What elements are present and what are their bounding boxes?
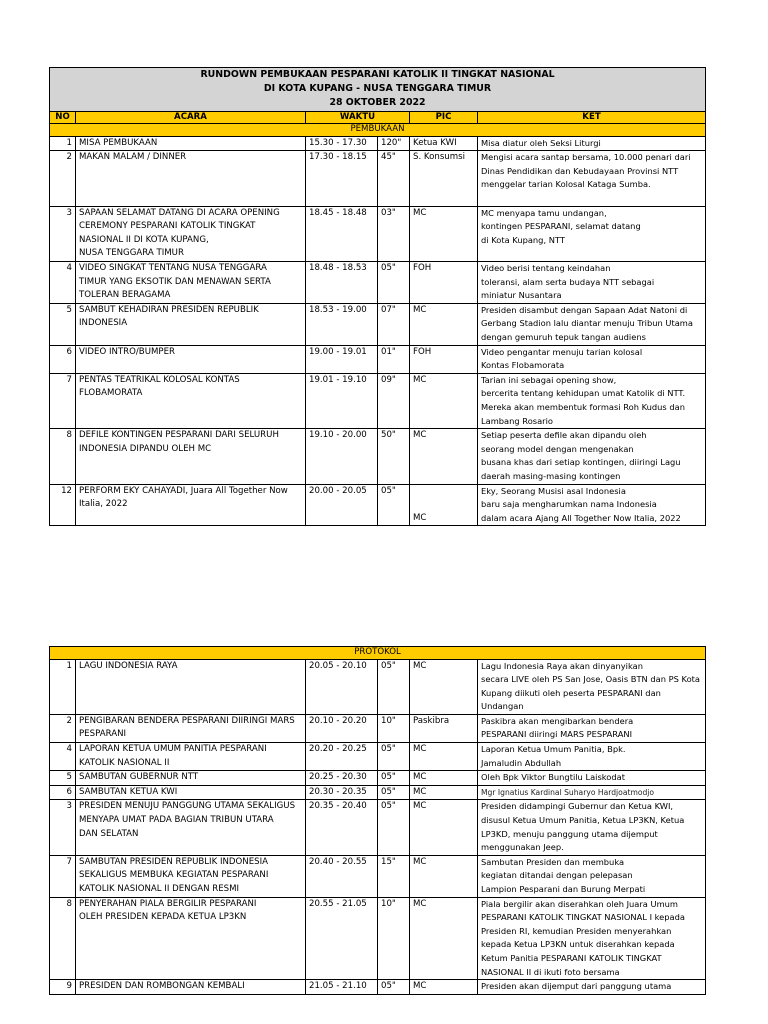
ket-line: Kupang diikuti oleh peserta PESPARANI dan [481,687,661,698]
ket-line: busana khas dari setiap kontingen, diiringi Lagu [481,457,681,468]
row-number: 2 [50,151,76,206]
acara-cell [76,785,306,800]
header-ket: KET [478,111,706,124]
waktu-cell: 19.00 - 19.01 [306,345,378,373]
ket-line: disusul Ketua Umum Panitia, Ketua LP3KN, Ketua [481,815,685,826]
row-number: 1 [50,659,76,714]
waktu-cell: 20.05 - 20.10 [306,659,378,714]
table-row [50,771,706,786]
acara-cell [76,897,306,980]
ket-line: Lambang Rosario [481,415,553,426]
pic-cell: FOH [410,345,478,373]
ket-line: Gerbang Stadion lalu diantar menuju Tribun Utama [481,318,693,329]
pic-cell: MC [410,743,478,771]
row-number: 8 [50,897,76,980]
pic-cell: MC [410,484,478,526]
pic-cell: Ketua KWI [410,136,478,151]
pic-cell: MC [410,800,478,855]
acara-cell [76,261,306,303]
acara-cell [76,303,306,345]
ket-line: PESPARANI KATOLIK TINGKAT NASIONAL I kepada [481,912,685,923]
ket-line: Oleh Bpk Viktor Bungtilu Laiskodat [481,772,625,783]
ket-cell [478,714,706,742]
ket-line: Presiden RI, kemudian Presiden menyerahkan [481,925,672,936]
ket-line: Video berisi tentang keindahan [481,262,611,273]
waktu-cell: 20.20 - 20.25 [306,743,378,771]
acara-cell [76,980,306,995]
acara-line: KATOLIK NASIONAL II DENGAN RESMI [79,884,240,895]
acara-cell [76,373,306,428]
ket-line: Mengisi acara santap bersama, 10.000 penari dari [481,152,691,163]
row-number: 7 [50,373,76,428]
ket-cell [478,771,706,786]
acara-line: PENTAS TEATRIKAL KOLOSAL KONTAS [79,374,240,385]
waktu-cell: 20.10 - 20.20 [306,714,378,742]
waktu-cell: 21.05 - 21.10 [306,980,378,995]
rundown-table-protokol [49,646,706,995]
acara-line: SEKALIGUS MEMBUKA KEGIATAN PESPARANI [79,870,269,881]
ket-line: NASIONAL II di ikuti foto bersama [481,966,620,977]
duration-cell: 05" [378,659,410,714]
row-number: 8 [50,429,76,484]
ket-cell [478,855,706,897]
table-row [50,743,706,771]
waktu-cell: 20.55 - 21.05 [306,897,378,980]
ket-line: dengan gemuruh tepuk tangan audiens [481,331,646,342]
ket-cell [478,261,706,303]
table-row [50,714,706,742]
row-number: 9 [50,980,76,995]
acara-line: PERFORM EKY CAHAYADI, Juara All Together Now [79,485,288,496]
table-row [50,373,706,428]
acara-cell [76,800,306,855]
row-number: 3 [50,206,76,261]
acara-cell [76,429,306,484]
table-row [50,800,706,855]
pic-cell: MC [410,303,478,345]
title-line-3: 28 OKTOBER 2022 [329,97,426,109]
section-title: PEMBUKAAN [50,124,706,137]
acara-line: CEREMONY PESPARANI KATOLIK TINGKAT [79,221,256,232]
ket-cell [478,785,706,800]
acara-line: SAMBUTAN GUBERNUR NTT [79,772,199,783]
table-row [50,897,706,980]
waktu-cell: 20.30 - 20.35 [306,785,378,800]
duration-cell: 120" [378,136,410,151]
table-row [50,303,706,345]
pic-cell: Paskibra [410,714,478,742]
acara-cell [76,743,306,771]
waktu-cell: 19.10 - 20.00 [306,429,378,484]
acara-line: INDONESIA DIPANDU OLEH MC [79,443,212,454]
ket-line: bercerita tentang kehidupan umat Katolik di NTT. [481,388,686,399]
waktu-cell: 17.30 - 18.15 [306,151,378,206]
acara-line: Italia, 2022 [79,499,128,510]
pic-cell: MC [410,373,478,428]
pic-cell: MC [410,980,478,995]
rundown-table-pembukaan [49,67,706,526]
column-header-row [50,111,706,124]
acara-cell [76,714,306,742]
ket-line: di Kota Kupang, NTT [481,234,565,245]
ket-cell [478,743,706,771]
acara-line: VIDEO SINGKAT TENTANG NUSA TENGGARA [79,262,267,273]
acara-line: DEFILE KONTINGEN PESPARANI DARI SELURUH [79,430,279,441]
duration-cell: 45" [378,151,410,206]
waktu-cell: 18.45 - 18.48 [306,206,378,261]
ket-line: Presiden akan dijemput dari panggung utama [481,981,672,992]
ket-line: Jamaludin Abdullah [481,757,562,768]
duration-cell: 10" [378,897,410,980]
title-row [50,68,706,112]
duration-cell: 05" [378,785,410,800]
waktu-cell: 20.35 - 20.40 [306,800,378,855]
row-number: 7 [50,855,76,897]
acara-cell [76,206,306,261]
acara-line: MISA PEMBUKAAN [79,137,158,148]
acara-cell [76,771,306,786]
ket-cell [478,151,706,206]
acara-cell [76,484,306,526]
acara-line: LAPORAN KETUA UMUM PANITIA PESPARANI [79,744,267,755]
ket-line: Presiden disambut dengan Sapaan Adat Natoni di [481,304,688,315]
acara-line: TOLERAN BERAGAMA [79,290,171,301]
ket-line: Lagu Indonesia Raya akan dinyanyikan [481,660,643,671]
acara-line: INDONESIA [79,318,128,329]
waktu-cell: 18.53 - 19.00 [306,303,378,345]
acara-cell [76,855,306,897]
section-title: PROTOKOL [50,647,706,660]
title-line-2: DI KOTA KUPANG - NUSA TENGGARA TIMUR [263,83,492,95]
row-number: 6 [50,345,76,373]
ket-line: Paskibra akan mengibarkan bendera [481,715,634,726]
ket-cell [478,303,706,345]
duration-cell: 05" [378,980,410,995]
waktu-cell: 20.00 - 20.05 [306,484,378,526]
table-row [50,345,706,373]
pic-cell: FOH [410,261,478,303]
row-number: 6 [50,785,76,800]
row-number: 12 [50,484,76,526]
acara-line: LAGU INDONESIA RAYA [79,660,178,671]
pic-cell: S. Konsumsi [410,151,478,206]
duration-cell: 03" [378,206,410,261]
section-header-pembukaan [50,124,706,137]
duration-cell: 07" [378,303,410,345]
acara-line: PESPARANI [79,729,127,740]
waktu-cell: 18.48 - 18.53 [306,261,378,303]
ket-cell [478,980,706,995]
table-row [50,151,706,206]
ket-line: menggelar tarian Kolosal Kataga Sumba. [481,179,651,190]
row-number: 5 [50,771,76,786]
document-title [50,68,706,112]
duration-cell: 01" [378,345,410,373]
acara-line: SAMBUTAN KETUA KWI [79,786,178,797]
acara-line: SAMBUT KEHADIRAN PRESIDEN REPUBLIK [79,304,259,315]
acara-line: SAPAAN SELAMAT DATANG DI ACARA OPENING [79,207,280,218]
table-row [50,785,706,800]
header-pic: PIC [410,111,478,124]
ket-line: Tarian ini sebagai opening show, [481,374,617,385]
table-row [50,980,706,995]
ket-line: Laporan Ketua Umum Panitia, Bpk. [481,744,626,755]
row-number: 5 [50,303,76,345]
acara-cell [76,345,306,373]
ket-line: baru saja mengharumkan nama Indonesia [481,499,657,510]
ket-cell [478,897,706,980]
ket-line: daerah masing-masing kontingen [481,470,621,481]
pic-cell: MC [410,855,478,897]
row-number: 4 [50,261,76,303]
acara-line: OLEH PRESIDEN KEPADA KETUA LP3KN [79,912,247,923]
ket-line: MC menyapa tamu undangan, [481,207,607,218]
acara-cell [76,136,306,151]
ket-cell [478,484,706,526]
ket-line: LP3KD, menuju panggung utama dijemput [481,828,658,839]
acara-line: MENYAPA UMAT PADA BAGIAN TRIBUN UTARA [79,815,274,826]
row-number: 1 [50,136,76,151]
ket-line: Eky, Seorang Musisi asal Indonesia [481,485,626,496]
acara-cell [76,659,306,714]
acara-line: SAMBUTAN PRESIDEN REPUBLIK INDONESIA [79,856,269,867]
acara-line: PENYERAHAN PIALA BERGILIR PESPARANI [79,898,257,909]
ket-line: Ketum Panitia PESPARANI KATOLIK TINGKAT [481,953,662,964]
pic-cell: MC [410,206,478,261]
waktu-cell: 19.01 - 19.10 [306,373,378,428]
acara-line: PENGIBARAN BENDERA PESPARANI DIIRINGI MARS [79,715,295,726]
ket-cell [478,345,706,373]
ket-line: miniatur Nusantara [481,290,562,301]
table-row [50,261,706,303]
ket-line: dalam acara Ajang All Together Now Italia, 2022 [481,512,681,523]
duration-cell: 05" [378,261,410,303]
table-row [50,855,706,897]
ket-line: kontingen PESPARANI, selamat datang [481,221,641,232]
duration-cell: 15" [378,855,410,897]
ket-line: Kontas Flobamorata [481,360,565,371]
table-row [50,136,706,151]
ket-cell [478,429,706,484]
ket-line: Sambutan Presiden dan membuka [481,856,625,867]
table-row [50,206,706,261]
acara-line: NASIONAL II DI KOTA KUPANG, [79,234,209,245]
waktu-cell: 15.30 - 17.30 [306,136,378,151]
header-acara: ACARA [76,111,306,124]
ket-line: seorang model dengan mengenakan [481,443,634,454]
title-line-1: RUNDOWN PEMBUKAAN PESPARANI KATOLIK II TINGKAT NASIONAL [200,69,555,80]
acara-line: NUSA TENGGARA TIMUR [79,248,184,259]
pic-cell: MC [410,897,478,980]
header-no: NO [50,111,76,124]
waktu-cell: 20.25 - 20.30 [306,771,378,786]
duration-cell: 05" [378,800,410,855]
ket-line: toleransi, alam serta budaya NTT sebagai [481,276,655,287]
ket-cell [478,373,706,428]
duration-cell: 05" [378,484,410,526]
duration-cell: 10" [378,714,410,742]
acara-line: DAN SELATAN [79,828,139,839]
ket-line: Mgr Ignatius Kardinal Suharyo Hardjoatmodjo [481,787,655,797]
acara-line: KATOLIK NASIONAL II [79,757,170,768]
acara-line: TIMUR YANG EKSOTIK DAN MENAWAN SERTA [79,276,271,287]
ket-line: Video pengantar menuju tarian kolosal [481,346,643,357]
waktu-cell: 20.40 - 20.55 [306,855,378,897]
ket-line: Mereka akan membentuk formasi Roh Kudus dan [481,401,685,412]
ket-line: Undangan [481,701,524,712]
ket-line: Piala bergilir akan diserahkan oleh Juara Umum [481,898,679,909]
duration-cell: 50" [378,429,410,484]
ket-line: Dinas Pendidikan dan Kebudayaan Provinsi NTT [481,165,679,176]
header-waktu: WAKTU [306,111,410,124]
pic-cell: MC [410,771,478,786]
duration-cell: 05" [378,743,410,771]
ket-line: Lampion Pesparani dan Burung Merpati [481,884,646,895]
ket-line: kepada Ketua LP3KN untuk diserahkan kepada [481,939,675,950]
ket-cell [478,136,706,151]
acara-line: MAKAN MALAM / DINNER [79,152,187,163]
table-row [50,429,706,484]
row-number: 2 [50,714,76,742]
pic-cell: MC [410,659,478,714]
acara-line: PRESIDEN DAN ROMBONGAN KEMBALI [79,981,245,992]
duration-cell: 09" [378,373,410,428]
ket-line: Presiden didampingi Gubernur dan Ketua KWI, [481,801,674,812]
ket-cell [478,800,706,855]
ket-line: PESPARANI diiringi MARS PESPARANI [481,729,633,740]
ket-line: menggunakan Jeep. [481,842,564,853]
section-header-protokol [50,647,706,660]
ket-line: Setiap peserta defile akan dipandu oleh [481,430,647,441]
acara-line: VIDEO INTRO/BUMPER [79,346,175,357]
ket-line: secara LIVE oleh PS San Jose, Oasis BTN dan PS Kota [481,674,700,685]
acara-line: PRESIDEN MENUJU PANGGUNG UTAMA SEKALIGUS [79,801,296,812]
table-row [50,484,706,526]
acara-cell [76,151,306,206]
ket-cell [478,206,706,261]
table-row [50,659,706,714]
ket-cell [478,659,706,714]
duration-cell: 05" [378,771,410,786]
pic-cell: MC [410,785,478,800]
ket-line: Misa diatur oleh Seksi Liturgi [481,137,601,148]
ket-line: kegiatan ditandai dengan pelepasan [481,870,633,881]
pic-cell: MC [410,429,478,484]
row-number: 4 [50,743,76,771]
row-number: 3 [50,800,76,855]
acara-line: FLOBAMORATA [79,388,143,399]
